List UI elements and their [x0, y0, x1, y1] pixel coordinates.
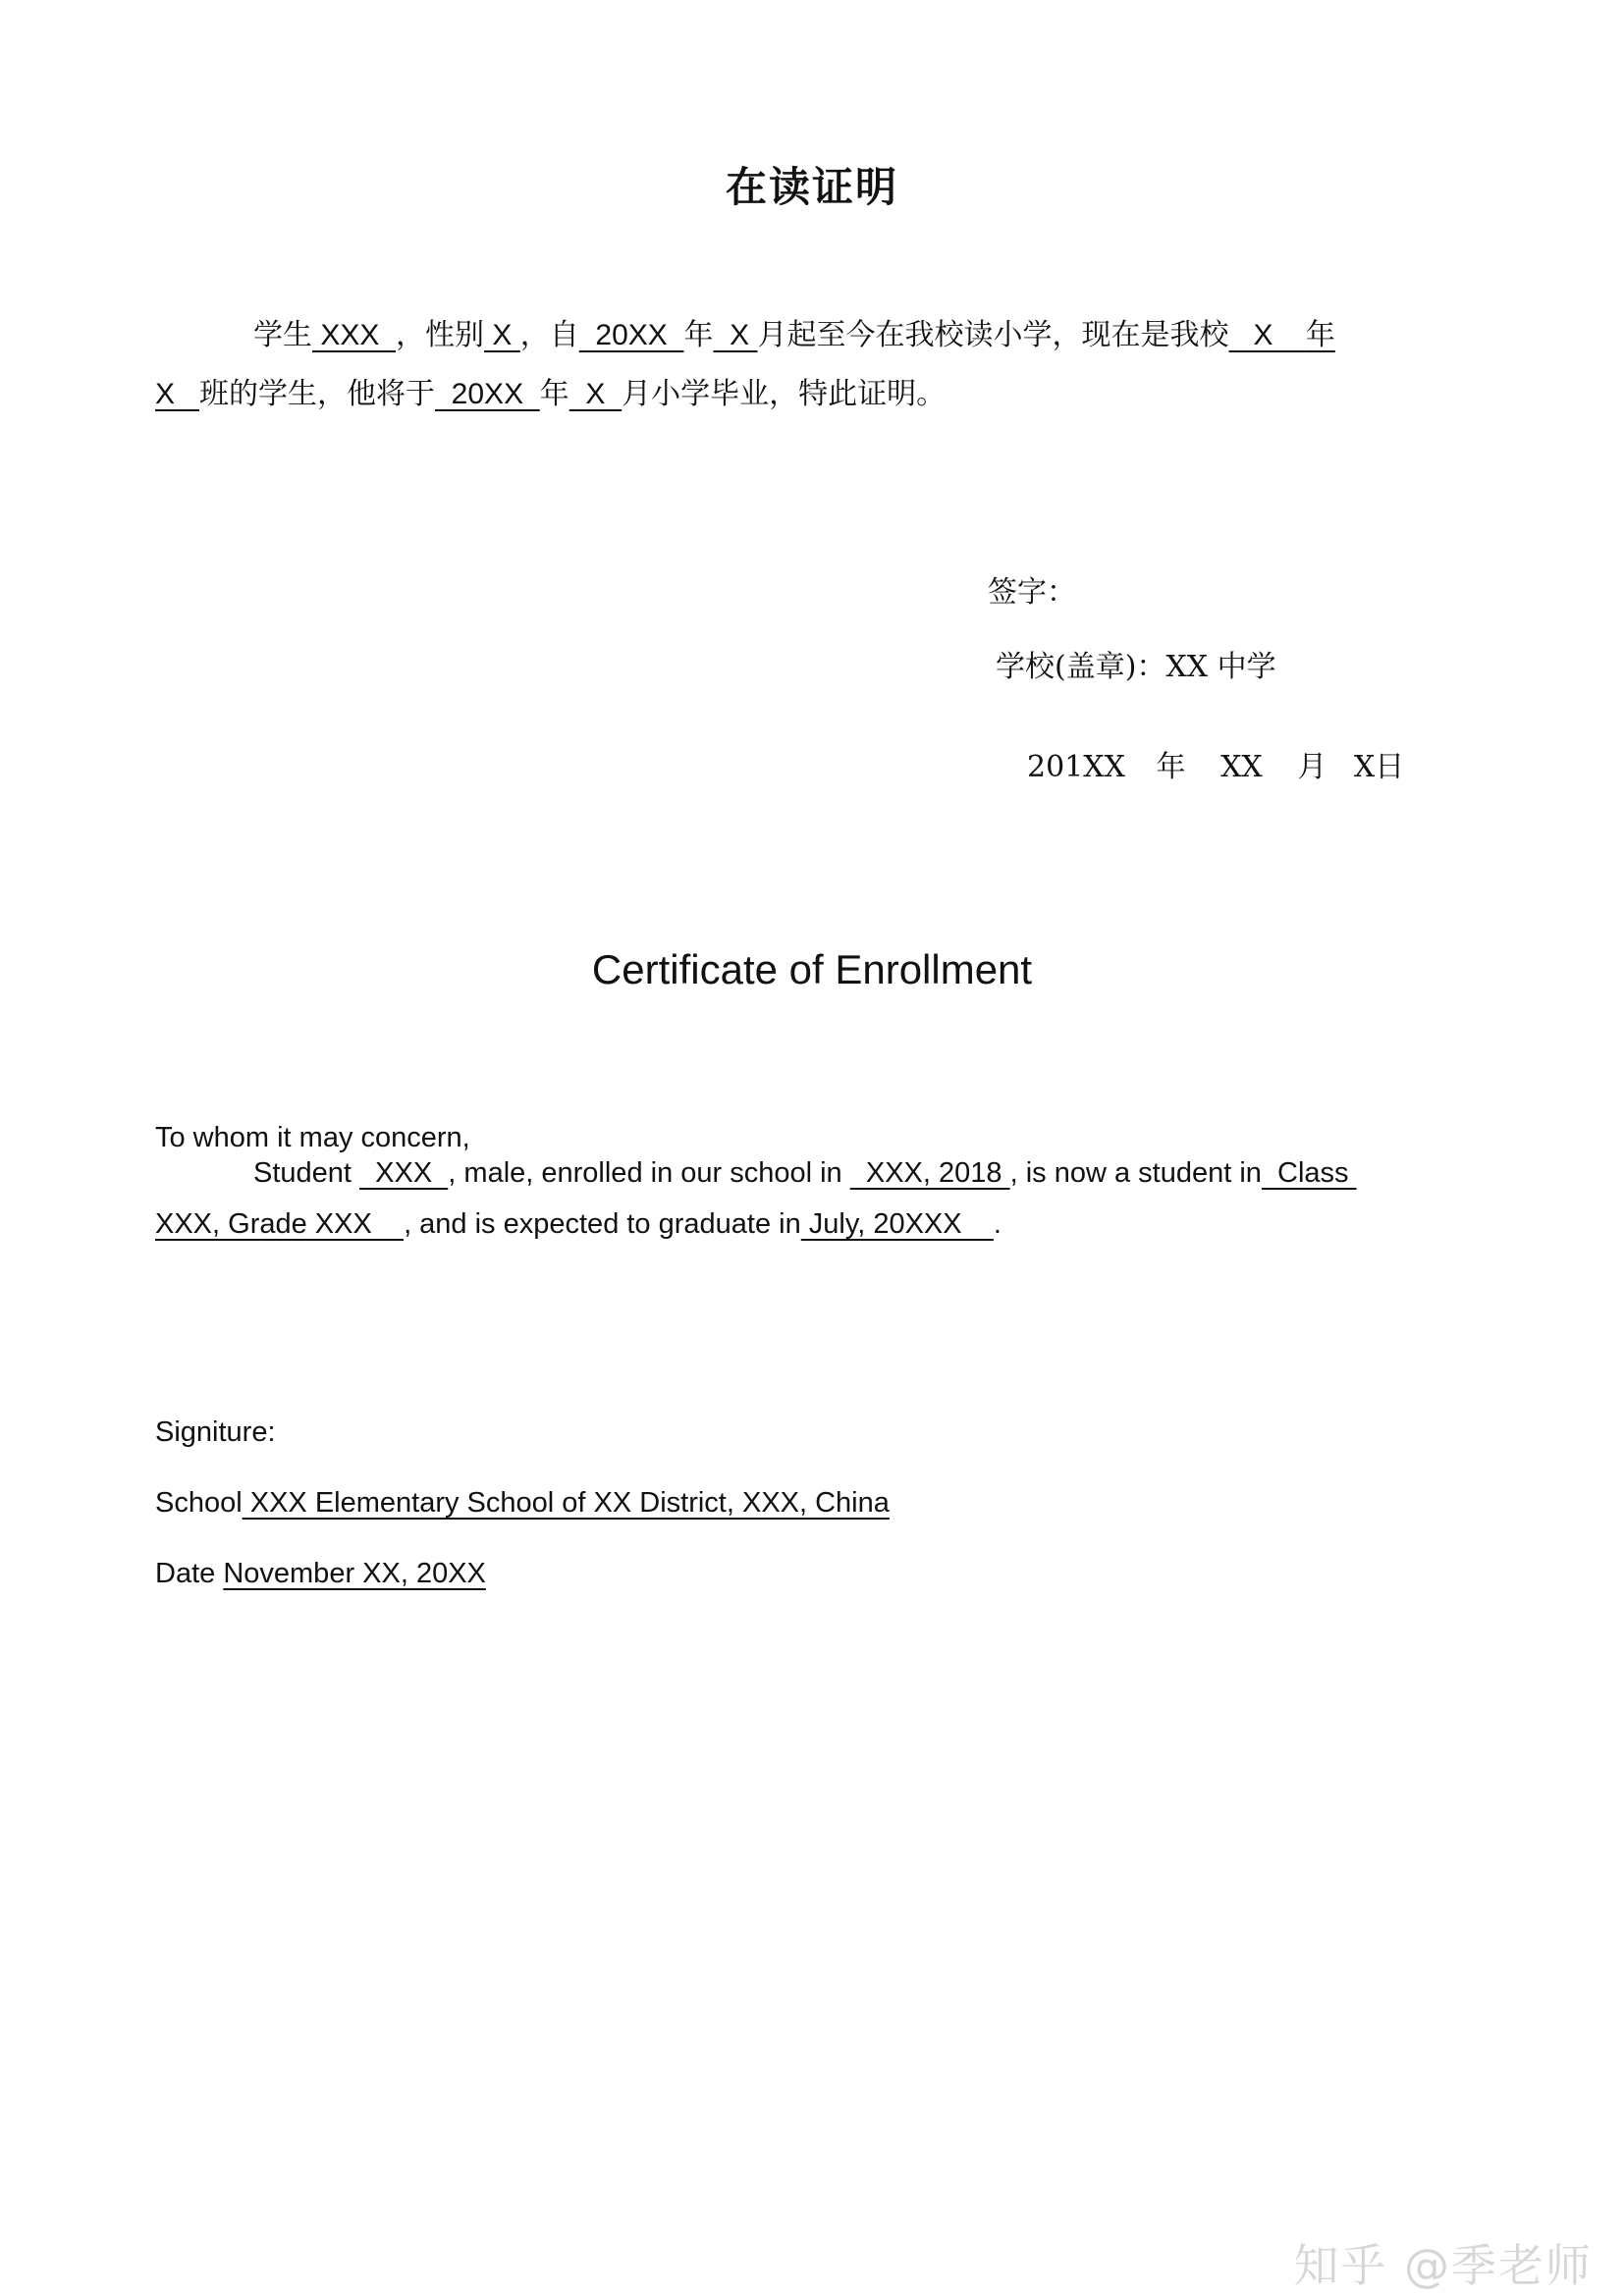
en-student-name: XXX — [359, 1157, 449, 1189]
en-grad-date: July, 20XXX — [800, 1208, 994, 1240]
cn-title: 在读证明 — [725, 163, 898, 211]
cn-enroll-year: 20XX — [578, 319, 684, 351]
en-enroll-date: XXX, 2018 — [849, 1157, 1010, 1189]
cn-body-line-2 — [155, 375, 946, 414]
en-date-line — [155, 1555, 486, 1592]
cn-date-year: 201XX — [1027, 750, 1125, 784]
en-text: Student — [253, 1157, 360, 1189]
en-text: , male, enrolled in our school in — [448, 1157, 850, 1189]
cn-text: ，性别 — [396, 318, 485, 352]
cn-date-month: XX — [1220, 750, 1263, 784]
cn-class: X — [155, 378, 200, 410]
cn-date-day-unit: 日 — [1375, 750, 1405, 784]
cn-school-line — [996, 648, 1276, 687]
cn-grad-month: X — [568, 378, 623, 410]
cn-date-day: X — [1353, 750, 1376, 784]
cn-school-label: 学校(盖章)： — [996, 650, 1166, 684]
en-school-label: School — [155, 1487, 243, 1519]
en-title: Certificate of Enrollment — [591, 946, 1033, 992]
en-signature-label: Signiture: — [155, 1416, 276, 1448]
cn-text: 年 — [683, 318, 714, 352]
en-date-value: November XX, 20XX — [223, 1558, 486, 1589]
en-body-line-1 — [253, 1154, 1357, 1192]
cn-body-line-1 — [253, 316, 1335, 355]
en-class-grade: XXX, Grade XXX — [155, 1208, 405, 1240]
cn-gender: X — [484, 319, 520, 351]
cn-signature-label: 签字： — [988, 575, 1076, 610]
en-greeting: To whom it may concern, — [155, 1122, 470, 1153]
en-text: , is now a student in — [1009, 1157, 1262, 1189]
cn-text: 月起至今在我校读小学，现在是我校 — [757, 318, 1229, 352]
en-school-value: XXX Elementary School of XX District, XXX, China — [242, 1487, 890, 1519]
cn-grad-year: 20XX — [435, 378, 540, 410]
cn-date-line — [1027, 748, 1404, 787]
cn-text: 年 — [1305, 318, 1335, 352]
en-school-line — [155, 1484, 890, 1522]
en-text: . — [993, 1208, 1001, 1240]
cn-text: 班的学生，他将于 — [199, 377, 436, 411]
en-class-start: Class — [1261, 1157, 1357, 1189]
cn-student-name: XXX — [312, 319, 397, 351]
cn-text: 学生 — [253, 318, 312, 352]
cn-grade: X — [1228, 319, 1306, 351]
cn-school-value: XX 中学 — [1165, 650, 1276, 684]
cn-enroll-month: X — [713, 319, 758, 351]
cn-date-year-unit: 年 — [1156, 750, 1186, 784]
cn-date-month-unit: 月 — [1297, 750, 1327, 784]
watermark: 知乎 @季老师 — [1293, 2239, 1593, 2292]
en-date-label: Date — [155, 1558, 224, 1589]
cn-text: 年 — [539, 377, 569, 411]
en-body-line-2 — [155, 1205, 1001, 1243]
cn-text: 月小学毕业，特此证明。 — [622, 377, 947, 411]
en-text: , and is expected to graduate in — [404, 1208, 801, 1240]
cn-text: ，自 — [519, 318, 579, 352]
